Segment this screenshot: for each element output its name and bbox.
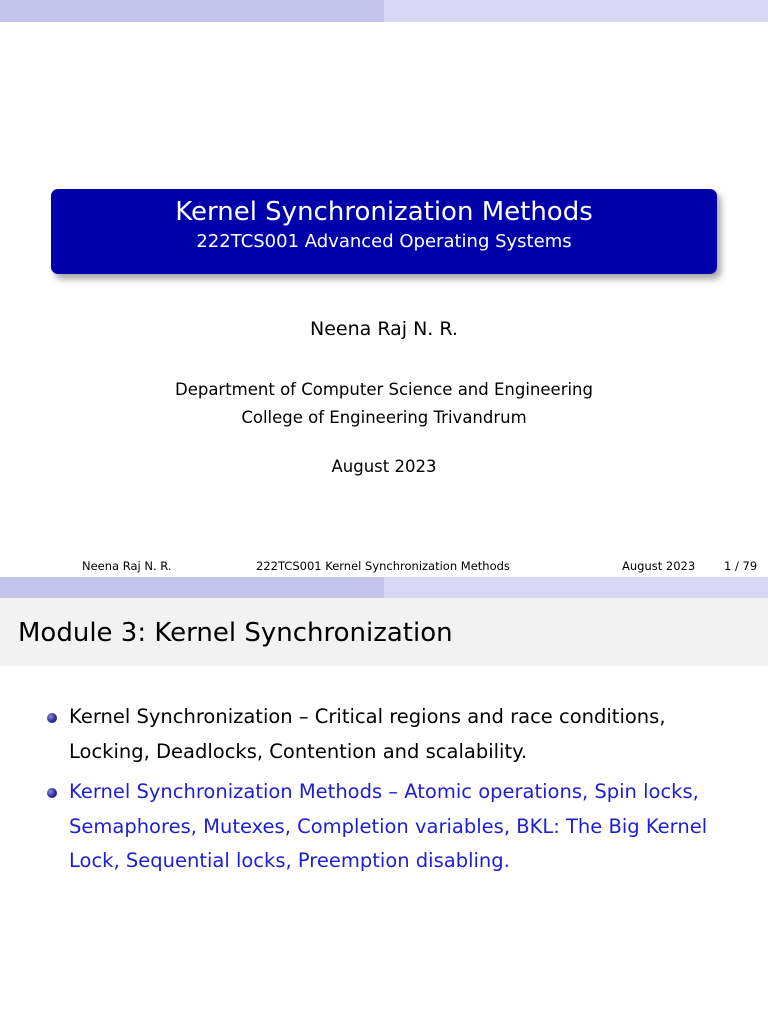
footer-page-number: 1 / 79 — [724, 559, 758, 573]
footer-title: 222TCS001 Kernel Synchronization Methods — [256, 559, 510, 573]
frame-title-bar — [0, 598, 768, 666]
header-bar-left — [0, 0, 384, 22]
author-name: Neena Raj N. R. — [310, 318, 458, 340]
bullet-icon — [47, 788, 57, 798]
slide2-header-bar — [0, 577, 768, 598]
header-bar — [0, 0, 768, 22]
slide2-header-bar-right — [384, 577, 768, 598]
footer — [0, 555, 768, 577]
bullet-icon — [47, 713, 57, 723]
footer-author: Neena Raj N. R. — [82, 559, 172, 573]
slide2-header-bar-left — [0, 577, 384, 598]
presentation-date: August 2023 — [331, 457, 437, 476]
institute-department: Department of Computer Science and Engineering — [174, 380, 593, 399]
institute-college: College of Engineering Trivandrum — [241, 408, 527, 427]
frame-title: Module 3: Kernel Synchronization — [18, 618, 453, 648]
institute — [0, 376, 768, 432]
header-bar-right — [384, 0, 768, 22]
presentation-title: Kernel Synchronization Methods — [175, 197, 593, 227]
presentation-subtitle: 222TCS001 Advanced Operating Systems — [196, 231, 572, 252]
list-item-text: Kernel Synchronization – Critical regions and race conditions, Locking, Deadlocks, Contention and scalability. — [69, 705, 666, 763]
title-box — [51, 189, 717, 274]
footer-date: August 2023 — [622, 559, 696, 573]
list-item-text: Kernel Synchronization Methods – Atomic operations, Spin locks, Semaphores, Mutexes, Completion variables, BKL: The Big Kernel Lock, Sequential locks, Preemption disabling. — [69, 780, 708, 872]
